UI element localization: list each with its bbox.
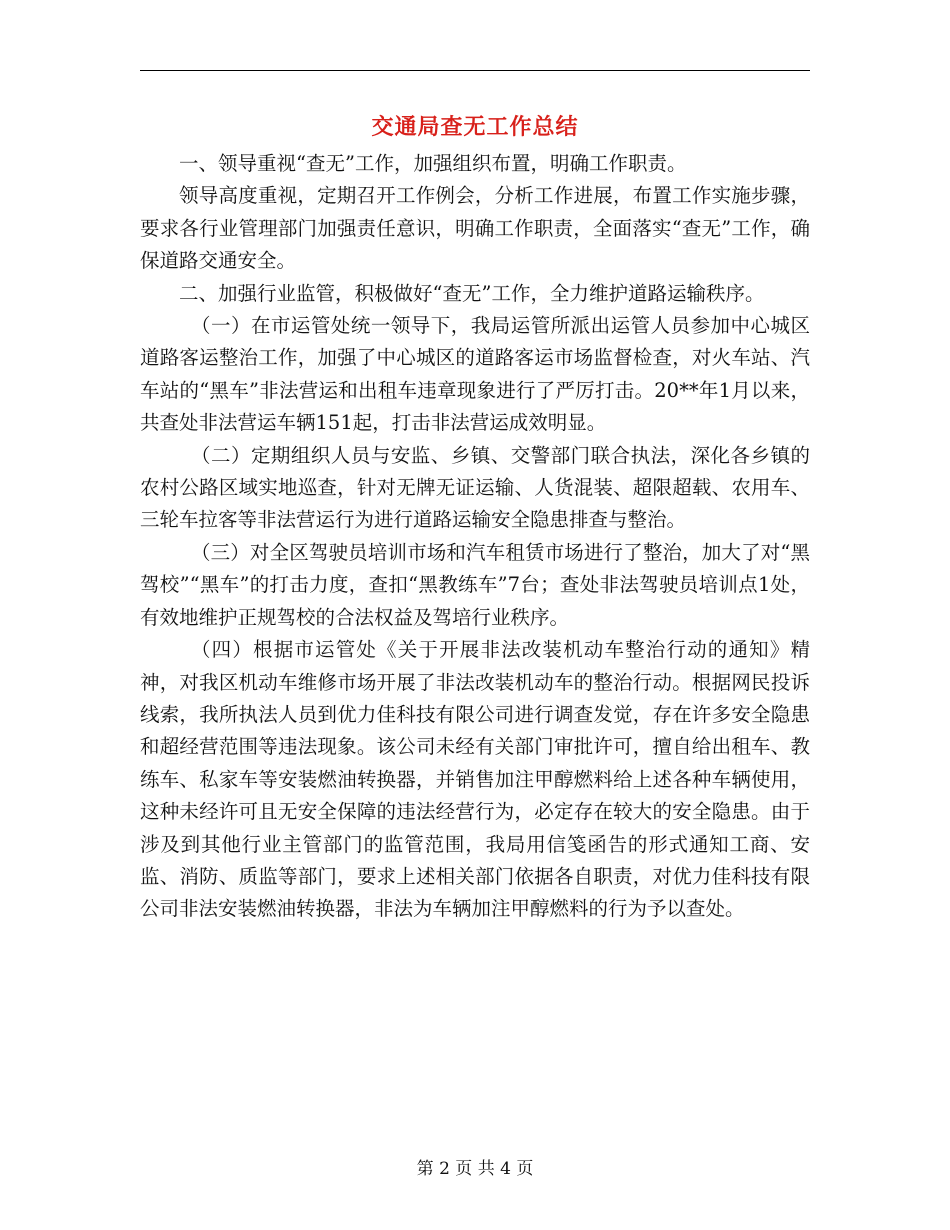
body-paragraph: 领导高度重视，定期召开工作例会，分析工作进展，布置工作实施步骤，要求各行业管理部门加强责任意识，明确工作职责，全面落实“查无”工作，确保道路交通安全。 bbox=[140, 184, 810, 273]
subsection-4: （四）根据市运管处《关于开展非法改装机动车整治行动的通知》精神，对我区机动车维修市场开展了非法改装机动车的整治行动。根据网民投诉线索，我所执法人员到优力佳科技有限公司进行调查发觉，存在许多安全隐患和超经营范围等违法现象。该公司未经有关部门审批许可，擅自给出租车、教练车、私家车等安装燃油转换器，并销售加注甲醇燃料给上述各种车辆使用，这种未经许可且无安全保障的违法经营行为，必定存在较大的安全隐患。由于涉及到其他行业主管部门的监管范围，我局用信笺函告的形式通知工商、安监、消防、质监等部门，要求上述相关部门依据各自职责，对优力佳科技有限公司非法安装燃油转换器，非法为车辆加注甲醇燃料的行为予以查处。 bbox=[140, 638, 810, 921]
subsection-2: （二）定期组织人员与安监、乡镇、交警部门联合执法，深化各乡镇的农村公路区域实地巡查，针对无牌无证运输、人货混装、超限超载、农用车、三轮车拉客等非法营运行为进行道路运输安全隐患排查与整治。 bbox=[140, 443, 810, 532]
document-title: 交通局查无工作总结 bbox=[371, 114, 579, 140]
subsection-1: （一）在市运管处统一领导下，我局运管所派出运管人员参加中心城区道路客运整治工作，加强了中心城区的道路客运市场监督检查，对火车站、汽车站的“黑车”非法营运和出租车违章现象进行了严厉打击。20**年1月以来，共查处非法营运车辆151起，打击非法营运成效明显。 bbox=[140, 314, 810, 435]
header-rule bbox=[140, 70, 810, 71]
document-body bbox=[140, 148, 810, 926]
section-heading-1: 一、领导重视“查无”工作，加强组织布置，明确工作职责。 bbox=[179, 152, 687, 175]
subsection-3: （三）对全区驾驶员培训市场和汽车租赁市场进行了整治，加大了对“黑驾校”“黑车”的打击力度，查扣“黑教练车”7台；查处非法驾驶员培训点1处，有效地维护正规驾校的合法权益及驾培行业秩序。 bbox=[140, 540, 810, 629]
section-heading-2: 二、加强行业监管，积极做好“查无”工作，全力维护道路运输秩序。 bbox=[179, 281, 765, 305]
page-number: 第 2 页 共 4 页 bbox=[416, 1159, 534, 1179]
